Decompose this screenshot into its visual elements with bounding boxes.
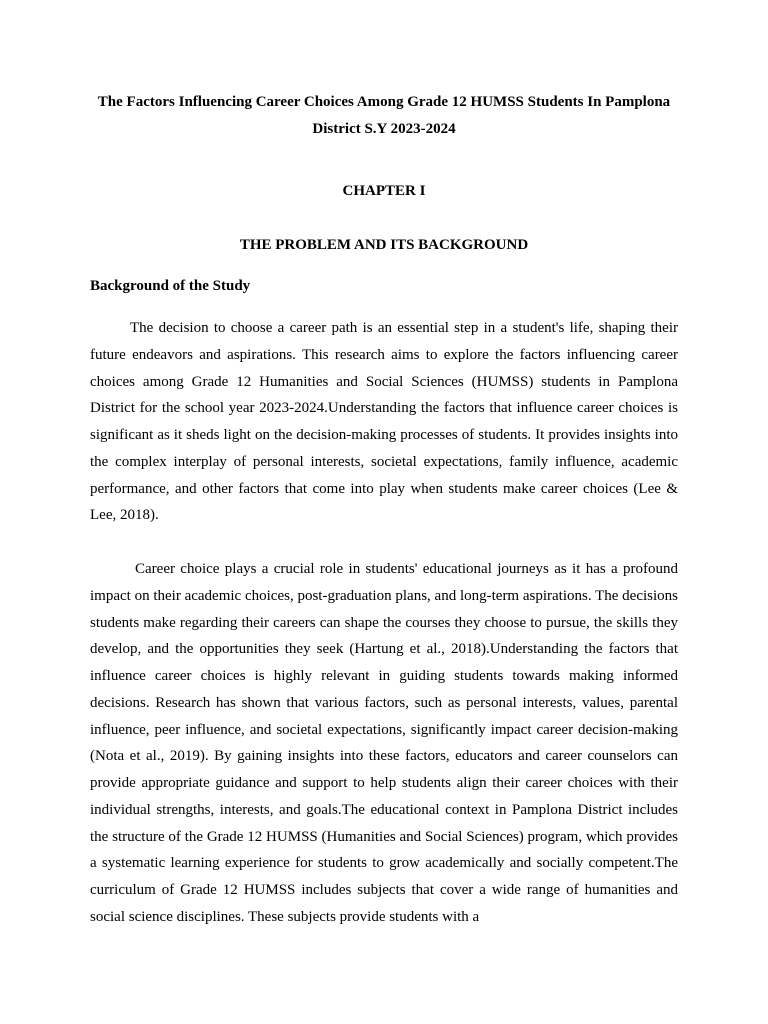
- body-paragraph: Career choice plays a crucial role in students' educational journeys as it has a profound impact on their academic choices, post-graduation plans, and long-term aspirations. The decisions students make regarding their careers can shape the courses they choose to pursue, the skills they develop, and the opportunities they seek (Hartung et al., 2018).Understanding the factors that influence career choices is highly relevant in guiding students towards making informed decisions. Research has shown that various factors, such as personal interests, values, parental influence, peer influence, and societal expectations, significantly impact career decision-making (Nota et al., 2019). By gaining insights into these factors, educators and career counselors can provide appropriate guidance and support to help students align their career choices with their individual strengths, interests, and goals.The educational context in Pamplona District includes the structure of the Grade 12 HUMSS (Humanities and Social Sciences) program, which provides a systematic learning experience for students to grow academically and socially competent.The curriculum of Grade 12 HUMSS includes subjects that cover a wide range of humanities and social science disciplines. These subjects provide students with a: [90, 561, 678, 925]
- body-paragraph: The decision to choose a career path is an essential step in a student's life, shaping their future endeavors and aspirations. This research aims to explore the factors influencing career choices among Grade 12 Humanities and Social Sciences (HUMSS) students in Pamplona District for the school year 2023-2024.Understanding the factors that influence career choices is significant as it sheds light on the decision-making processes of students. It provides insights into the complex interplay of personal interests, societal expectations, family influence, academic performance, and other factors that come into play when students make career choices (Lee & Lee, 2018).: [90, 320, 678, 524]
- document-title: The Factors Influencing Career Choices Among Grade 12 HUMSS Students In Pamplona District S.Y 2023-2024: [97, 94, 671, 137]
- chapter-title: THE PROBLEM AND ITS BACKGROUND: [239, 237, 529, 253]
- chapter-number: CHAPTER I: [342, 183, 426, 199]
- section-heading: Background of the Study: [90, 278, 251, 294]
